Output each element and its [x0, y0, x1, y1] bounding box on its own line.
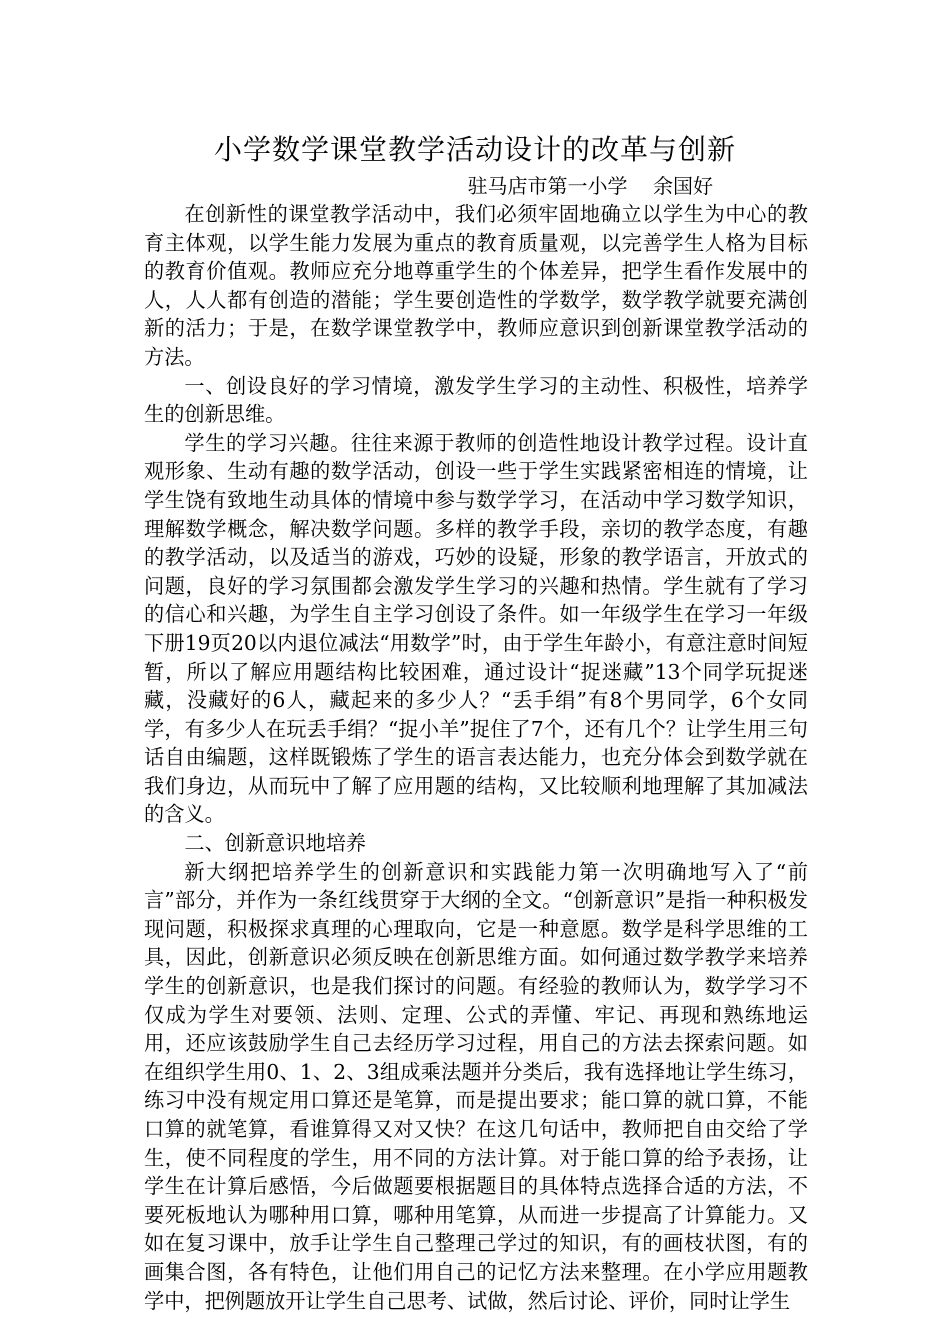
document-title: 小学数学课堂教学活动设计的改革与创新	[213, 133, 736, 166]
section-one-paragraph: 学生的学习兴趣。往往来源于教师的创造性地设计教学过程。设计直观形象、生动有趣的数学活动，创设一些于学生实践紧密相连的情境，让学生饶有致地生动具体的情境中参与数学学习，在活动中学习数学知识，理解数学概念，解决数学问题。多样的教学手段，亲切的教学态度，有趣的教学活动，以及适当的游戏，巧妙的设疑，形象的教学语言，开放式的问题，良好的学习氛围都会激发学生学习的兴趣和热情。学生就有了学习的信心和兴趣，为学生自主学习创设了条件。如一年级学生在学习一年级下册19页20以内退位减法“用数学”时，由于学生年龄小，有意注意时间短暂，所以了解应用题结构比较困难，通过设计“捉迷藏”13个同学玩捉迷藏，没藏好的6人，藏起来的多少人？“丢手绢”有8个男同学，6个女同学，有多少人在玩丢手绢？“捉小羊”捉住了7个，还有几个？让学生用三句话自由编题，这样既锻炼了学生的语言表达能力，也充分体会到数学就在我们身边，从而玩中了解了应用题的结构，又比较顺利地理解了其加减法的含义。	[144, 430, 808, 827]
section-two-paragraph: 新大纲把培养学生的创新意识和实践能力第一次明确地写入了“前言”部分，并作为一条红线贯穿于大纲的全文。“创新意识”是指一种积极发现问题，积极探求真理的心理取向，它是一种意愿。数学是科学思维的工具，因此，创新意识必须反映在创新思维方面。如何通过数学教学来培养学生的创新意识，也是我们探讨的问题。有经验的教师认为，数学学习不仅成为学生对要领、法则、定理、公式的弄懂、牢记、再现和熟练地运用，还应该鼓励学生自己去经历学习过程，用自己的方法去探索问题。如在组织学生用0、1、2、3组成乘法题并分类后，我有选择地让学生练习，练习中没有规定用口算还是笔算，而是提出要求；能口算的就口算，不能口算的就笔算，看谁算得又对又快？在这几句话中，教师把自由交给了学生，使不同程度的学生，用不同的方法计算。对于能口算的给予表扬，让学生在计算后感悟，今后做题要根据题目的具体特点选择合适的方法，不要死板地认为哪种用口算，哪种用笔算，从而进一步提高了计算能力。又如在复习课中，放手让学生自己整理己学过的知识，有的画枝状图，有的画集合图，各有特色，让他们用自己的记忆方法来整理。在小学应用题教学中，把例题放开让学生自己思考、试做，然后讨论、评价，同时让学生	[144, 859, 808, 1313]
author-byline: 驻马店市第一小学 余国好	[467, 174, 713, 198]
document-body	[144, 200, 808, 1315]
section-one-heading: 一、创设良好的学习情境，激发学生学习的主动性、积极性，培养学生的创新思维。	[144, 373, 808, 427]
section-two-heading: 二、创新意识地培养	[184, 831, 367, 856]
intro-paragraph: 在创新性的课堂教学活动中，我们必须牢固地确立以学生为中心的教育主体观，以学生能力发展为重点的教育质量观，以完善学生人格为目标的教育价值观。教师应充分地尊重学生的个体差异，把学生看作发展中的人，人人都有创造的潜能；学生要创造性的学数学，数学教学就要充满创新的活力；于是，在数学课堂教学中，教师应意识到创新课堂教学活动的方法。	[144, 202, 808, 369]
